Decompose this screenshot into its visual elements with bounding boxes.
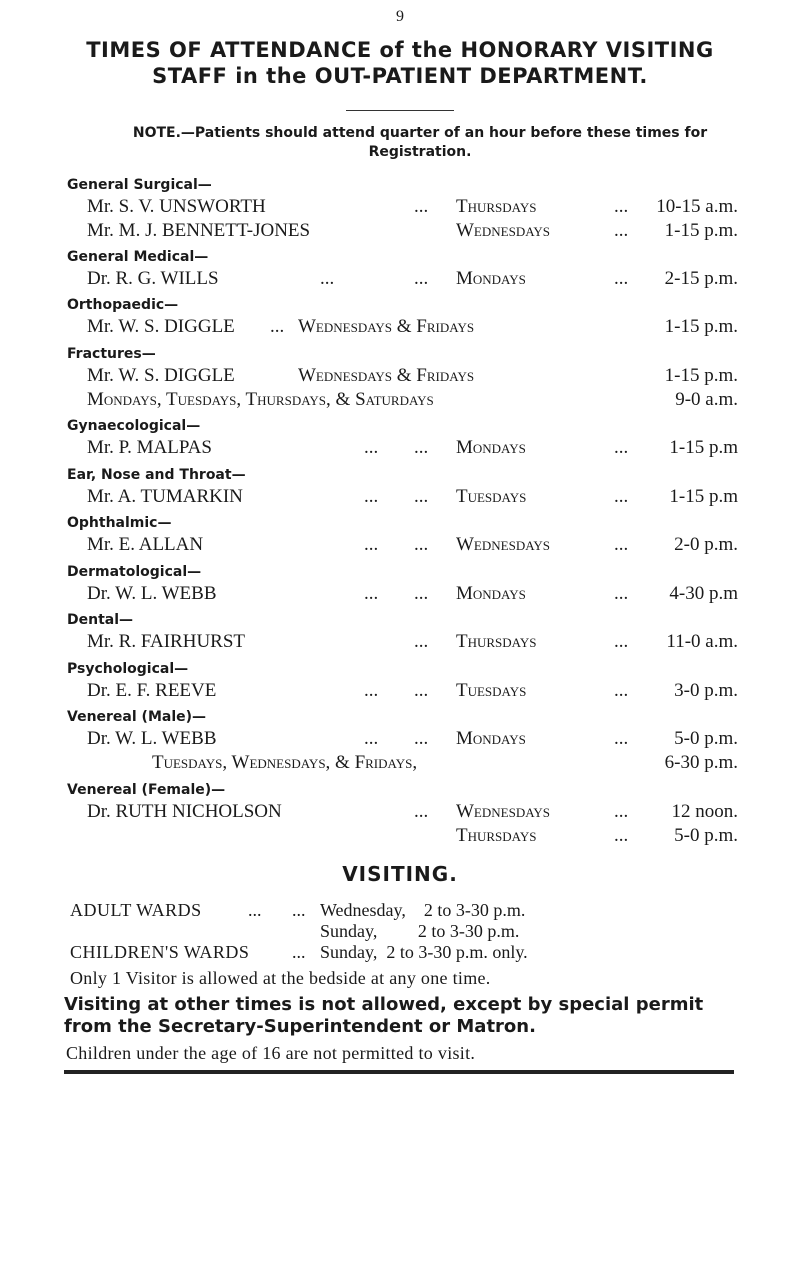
dot-leader: ...	[414, 631, 429, 652]
title-divider	[346, 110, 454, 111]
dot-leader: ...	[614, 631, 629, 652]
attendance-time: 1-15 p.m.	[664, 365, 738, 386]
attendance-days: Tuesdays	[456, 486, 527, 507]
dot-leader: ...	[414, 437, 429, 458]
attendance-days: Tuesdays, Wednesdays, & Fridays,	[152, 752, 418, 773]
childrens-wards-label: CHILDREN'S WARDS	[70, 942, 250, 962]
dot-leader: ...	[614, 437, 629, 458]
dot-leader: ...	[414, 680, 429, 701]
page-number: 9	[396, 8, 404, 25]
dot-leader: ...	[614, 220, 629, 241]
visiting-heading: VISITING.	[342, 862, 458, 886]
doctor-name: Mr. M. J. BENNETT-JONES	[87, 220, 311, 241]
dot-leader: ...	[414, 583, 429, 604]
dot-leader: ...	[614, 268, 629, 289]
attendance-time: 1-15 p.m.	[664, 316, 738, 337]
attendance-time: 11-0 a.m.	[666, 631, 738, 652]
dot-leader: ...	[414, 486, 429, 507]
attendance-days: Thursdays	[456, 196, 537, 217]
attendance-days: Mondays, Tuesdays, Thursdays, & Saturdays	[87, 389, 434, 410]
attendance-time: 2-15 p.m.	[664, 268, 738, 289]
doctor-name: Mr. P. MALPAS	[87, 437, 212, 458]
doctor-name: Mr. A. TUMARKIN	[87, 486, 243, 507]
attendance-time: 12 noon.	[671, 801, 738, 822]
childrens-visiting-sunday: Sunday, 2 to 3-30 p.m. only.	[320, 942, 528, 962]
other-times-notice: Visiting at other times is not allowed, except by special permit from the Secretary-Superintendent or Matron.	[64, 994, 704, 1037]
category-dermatological: Dermatological—	[67, 564, 202, 580]
dot-leader: ...	[614, 534, 629, 555]
attendance-time: 5-0 p.m.	[674, 728, 738, 749]
dot-leader: ...	[614, 825, 629, 846]
children-age-rule: Children under the age of 16 are not permitted to visit.	[66, 1043, 476, 1063]
doctor-name: Mr. W. S. DIGGLE	[87, 316, 235, 337]
dot-leader: ...	[614, 583, 629, 604]
adult-visiting-wednesday: Wednesday, 2 to 3-30 p.m.	[320, 900, 526, 920]
attendance-time: 4-30 p.m	[669, 583, 738, 604]
one-visitor-rule: Only 1 Visitor is allowed at the bedside at any one time.	[70, 968, 491, 988]
category-general-medical: General Medical—	[67, 249, 209, 265]
attendance-days: Wednesdays & Fridays	[298, 316, 475, 337]
doctor-name: Mr. W. S. DIGGLE	[87, 365, 235, 386]
category-venereal-male: Venereal (Male)—	[67, 709, 207, 725]
dot-leader: ...	[292, 942, 306, 962]
dot-leader: ...	[364, 680, 379, 701]
dot-leader: ...	[364, 534, 379, 555]
adult-wards-label: ADULT WARDS	[70, 900, 202, 920]
attendance-days: Wednesdays	[456, 220, 551, 241]
dot-leader: ...	[414, 268, 429, 289]
attendance-days: Wednesdays	[456, 534, 551, 555]
adult-visiting-sunday: Sunday, 2 to 3-30 p.m.	[320, 921, 520, 941]
attendance-time: 1-15 p.m	[669, 486, 738, 507]
category-gynaecological: Gynaecological—	[67, 418, 201, 434]
dot-leader: ...	[248, 900, 262, 920]
doctor-name: Dr. W. L. WEBB	[87, 583, 217, 604]
attendance-time: 3-0 p.m.	[674, 680, 738, 701]
doctor-name: Dr. RUTH NICHOLSON	[87, 801, 282, 822]
doctor-name: Dr. E. F. REEVE	[87, 680, 217, 701]
dot-leader: ...	[320, 268, 335, 289]
dot-leader: ...	[414, 534, 429, 555]
category-psychological: Psychological—	[67, 661, 189, 677]
category-fractures: Fractures—	[67, 346, 156, 362]
bottom-rule	[64, 1070, 734, 1074]
dot-leader: ...	[614, 680, 629, 701]
dot-leader: ...	[364, 486, 379, 507]
attendance-time: 9-0 a.m.	[675, 389, 738, 410]
category-venereal-female: Venereal (Female)—	[67, 782, 226, 798]
attendance-time: 1-15 p.m.	[664, 220, 738, 241]
dot-leader: ...	[614, 728, 629, 749]
category-ophthalmic: Ophthalmic—	[67, 515, 172, 531]
attendance-days: Wednesdays	[456, 801, 551, 822]
dot-leader: ...	[414, 728, 429, 749]
dot-leader: ...	[414, 196, 429, 217]
category-dental: Dental—	[67, 612, 134, 628]
doctor-name: Mr. S. V. UNSWORTH	[87, 196, 266, 217]
attendance-time: 2-0 p.m.	[674, 534, 738, 555]
doctor-name: Dr. W. L. WEBB	[87, 728, 217, 749]
attendance-days: Mondays	[456, 268, 526, 289]
dot-leader: ...	[614, 801, 629, 822]
registration-note: NOTE.—Patients should attend quarter of an hour before these times for Registration.	[132, 125, 708, 160]
page-title-line1: TIMES OF ATTENDANCE of the HONORARY VISITING	[86, 38, 714, 62]
page-title-line2: STAFF in the OUT-PATIENT DEPARTMENT.	[152, 64, 648, 88]
attendance-days: Mondays	[456, 728, 526, 749]
attendance-time: 1-15 p.m	[669, 437, 738, 458]
attendance-time: 6-30 p.m.	[664, 752, 738, 773]
doctor-name: Dr. R. G. WILLS	[87, 268, 219, 289]
attendance-days: Thursdays	[456, 631, 537, 652]
dot-leader: ...	[364, 583, 379, 604]
dot-leader: ...	[414, 801, 429, 822]
attendance-days: Tuesdays	[456, 680, 527, 701]
attendance-time: 5-0 p.m.	[674, 825, 738, 846]
attendance-time: 10-15 a.m.	[656, 196, 738, 217]
attendance-days: Mondays	[456, 437, 526, 458]
attendance-days: Thursdays	[456, 825, 537, 846]
doctor-name: Mr. R. FAIRHURST	[87, 631, 246, 652]
category-orthopaedic: Orthopaedic—	[67, 297, 179, 313]
category-ear-nose-throat: Ear, Nose and Throat—	[67, 467, 246, 483]
dot-leader: ...	[292, 900, 306, 920]
dot-leader: ...	[614, 486, 629, 507]
dot-leader: ...	[364, 437, 379, 458]
dot-leader: ...	[270, 316, 285, 337]
dot-leader: ...	[364, 728, 379, 749]
attendance-days: Wednesdays & Fridays	[298, 365, 475, 386]
dot-leader: ...	[614, 196, 629, 217]
doctor-name: Mr. E. ALLAN	[87, 534, 204, 555]
category-general-surgical: General Surgical—	[67, 177, 212, 193]
attendance-days: Mondays	[456, 583, 526, 604]
